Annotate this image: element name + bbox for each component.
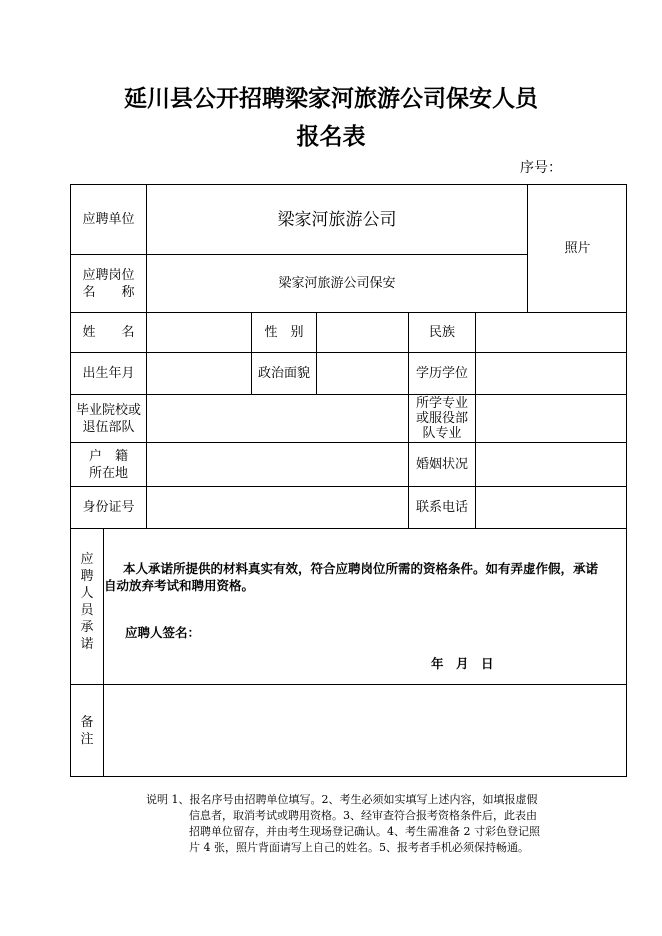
hukou-field[interactable] bbox=[147, 443, 409, 487]
remark-field[interactable] bbox=[104, 685, 627, 777]
education-field[interactable] bbox=[476, 353, 627, 395]
name-field[interactable] bbox=[147, 313, 252, 353]
gender-label: 性 别 bbox=[252, 313, 317, 353]
promise-label: 应 聘 人 员 承 诺 bbox=[71, 529, 104, 685]
signature-label: 应聘人签名： bbox=[125, 625, 201, 640]
major-label: 所学专业 或服役部 队专业 bbox=[409, 395, 476, 443]
name-label: 姓 名 bbox=[71, 313, 147, 353]
marital-label: 婚姻状况 bbox=[409, 443, 476, 487]
registration-form bbox=[70, 184, 627, 777]
school-label: 毕业院校或 退伍部队 bbox=[71, 395, 147, 443]
ethnicity-field[interactable] bbox=[476, 313, 627, 353]
ethnicity-label: 民族 bbox=[409, 313, 476, 353]
unit-value[interactable]: 梁家河旅游公司 bbox=[147, 185, 528, 255]
remark-label: 备 注 bbox=[71, 685, 104, 777]
marital-field[interactable] bbox=[476, 443, 627, 487]
instructions-note: 说明 1、报名序号由招聘单位填写。2、考生必须如实填写上述内容，如填报虚假 信息者，取消考试或聘用资格。3、经审查符合报考资格条件后，此表由 招聘单位留存，并由考生现场登记确认。4、考生需准备 2 寸彩色登记照 片 4 张，照片背面请写上自己的姓名。5、报考者手机必须保持畅通。 bbox=[146, 793, 540, 854]
school-field[interactable] bbox=[147, 395, 409, 443]
phone-label: 联系电话 bbox=[409, 487, 476, 529]
promise-content bbox=[104, 529, 627, 685]
gender-field[interactable] bbox=[317, 313, 409, 353]
phone-field[interactable] bbox=[476, 487, 627, 529]
form-title: 延川县公开招聘梁家河旅游公司保安人员 bbox=[124, 86, 538, 112]
promise-text-line2: 自动放弃考试和聘用资格。 bbox=[104, 578, 255, 593]
position-value[interactable]: 梁家河旅游公司保安 bbox=[147, 255, 528, 313]
form-subtitle: 报名表 bbox=[296, 124, 366, 150]
promise-text-line1: 本人承诺所提供的材料真实有效，符合应聘岗位所需的资格条件。如有弄虚作假，承诺 bbox=[123, 561, 599, 576]
photo-cell[interactable]: 照片 bbox=[528, 185, 627, 313]
hukou-label: 户 籍 所在地 bbox=[71, 443, 147, 487]
id-field[interactable] bbox=[147, 487, 409, 529]
serial-number-label: 序号： bbox=[520, 160, 562, 176]
political-label: 政治面貌 bbox=[252, 353, 317, 395]
position-label: 应聘岗位 名 称 bbox=[71, 255, 147, 313]
date-label: 年 月 日 bbox=[431, 656, 494, 671]
political-field[interactable] bbox=[317, 353, 409, 395]
id-label: 身份证号 bbox=[71, 487, 147, 529]
birth-field[interactable] bbox=[147, 353, 252, 395]
unit-label: 应聘单位 bbox=[71, 185, 147, 255]
major-field[interactable] bbox=[476, 395, 627, 443]
birth-label: 出生年月 bbox=[71, 353, 147, 395]
education-label: 学历学位 bbox=[409, 353, 476, 395]
